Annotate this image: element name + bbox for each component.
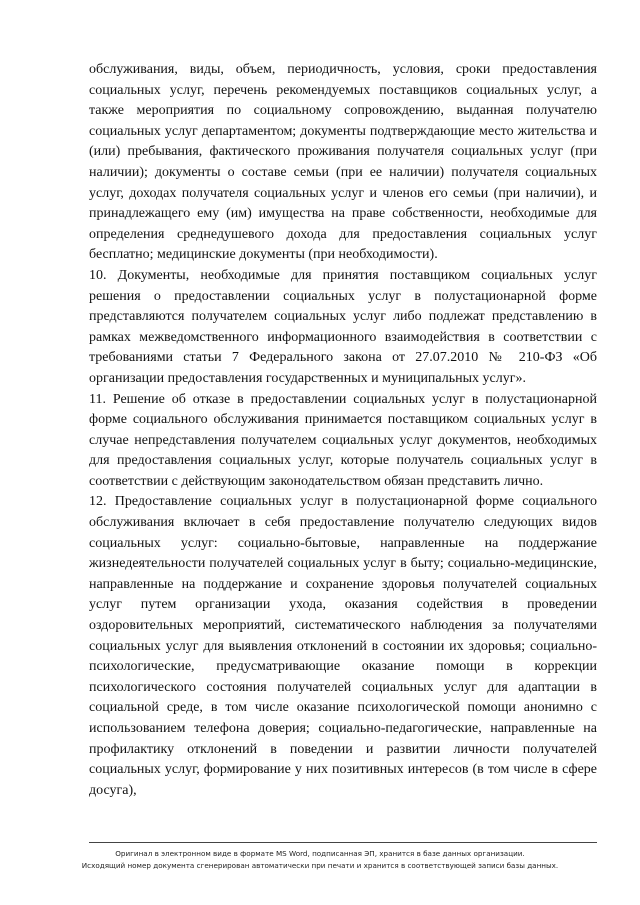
- paragraph-12: 12. Предоставление социальных услуг в полустационарной форме социального обслуживания включает в себя предоставление получателю следующих видов социальных услуг: социально-бытовые, направленные на поддержание жизнедеятельности получателей социальных услуг в быту; социально-медицинские, направленные на поддержание и сохранение здоровья получателей социальных услуг путем организации ухода, оказания содействия в проведении оздоровительных мероприятий, систематического наблюдения за получателями социальных услуг для выявления отклонений в состоянии их здоровья; социально-психологические, предусматривающие оказание помощи в коррекции психологического состояния получателей социальных услуг для адаптации в социальной среде, в том числе оказание психологической помощи анонимно с использованием телефона доверия; социально-педагогические, направленные на профилактику отклонений в поведении и развитии личности получателей социальных услуг, формирование у них позитивных интересов (в том числе в сфере досуга),: [89, 494, 597, 798]
- footer-line-1: Оригинал в электронном виде в формате MS Word, подписанная ЭП, хранится в базе данных организации.: [115, 849, 525, 858]
- paragraph-continuation: обслуживания, виды, объем, периодичность, условия, сроки предоставления социальных услуг, перечень рекомендуемых поставщиков социальных услуг, а также мероприятия по социальному сопровождению, выданная получателю социальных услуг департаментом; документы подтверждающие место жительства и (или) пребывания, фактического проживания получателя социальных услуг (при наличии); документы о составе семьи (при ее наличии) получателя социальных услуг, доходах получателя социальных услуг и членов его семьи (при наличии), и принадлежащего ему (им) имущества на праве собственности, необходимые для определения среднедушевого дохода для предоставления социальных услуг бесплатно; медицинские документы (при необходимости).: [89, 62, 597, 263]
- footer-divider: [89, 842, 597, 843]
- paragraph-10: 10. Документы, необходимые для принятия поставщиком социальных услуг решения о предоставлении социальных услуг в полустационарной форме представляются получателем социальных услуг либо подлежат представлению в рамках межведомственного информационного взаимодействия в соответствии с требованиями статьи 7 Федерального закона от 27.07.2010 № 210-ФЗ «Об организации предоставления государственных и муниципальных услуг».: [89, 267, 597, 386]
- page-footer: [0, 848, 640, 872]
- document-body: [89, 60, 597, 801]
- footer-line-2: Исходящий номер документа сгенерирован автоматически при печати и хранится в соответствующей записи базы данных.: [81, 861, 559, 870]
- paragraph-11: 11. Решение об отказе в предоставлении социальных услуг в полустационарной форме социального обслуживания принимается поставщиком социальных услуг в случае непредставления получателем социальных услуг документов, необходимых для предоставления социальных услуг, которые получатель социальных услуг в соответствии с действующим законодательством обязан представить лично.: [89, 391, 597, 489]
